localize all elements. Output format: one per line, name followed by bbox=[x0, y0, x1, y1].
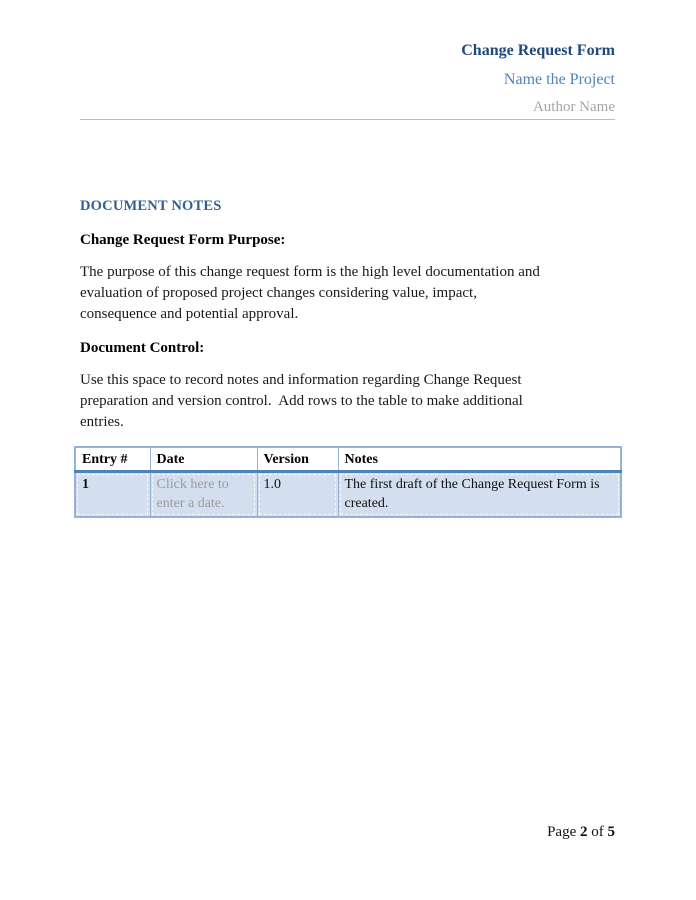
purpose-line: evaluation of proposed project changes considering value, impact, bbox=[80, 285, 477, 301]
document-control-paragraph bbox=[80, 370, 615, 433]
purpose-paragraph bbox=[80, 262, 615, 325]
col-header-entry: Entry # bbox=[75, 447, 150, 472]
purpose-line: consequence and potential approval. bbox=[80, 306, 299, 322]
purpose-heading: Change Request Form Purpose: bbox=[80, 232, 286, 248]
header-divider bbox=[80, 119, 615, 120]
cell-notes: The first draft of the Change Request Form is created. bbox=[338, 472, 621, 518]
table-row bbox=[75, 472, 621, 518]
document-header bbox=[80, 0, 615, 120]
cell-version: 1.0 bbox=[257, 472, 338, 518]
table-header-row bbox=[75, 447, 621, 472]
document-control-heading: Document Control: bbox=[80, 340, 205, 356]
page-footer bbox=[547, 822, 615, 842]
author-name: Author Name bbox=[532, 99, 615, 115]
col-header-version: Version bbox=[257, 447, 338, 472]
page-number: 2 bbox=[580, 824, 588, 840]
purpose-line: The purpose of this change request form is the high level documentation and bbox=[80, 264, 540, 280]
page-label: Page bbox=[547, 824, 577, 840]
page-total: 5 bbox=[607, 824, 615, 840]
document-control-table bbox=[74, 446, 622, 518]
control-line: Use this space to record notes and information regarding Change Request bbox=[80, 372, 522, 388]
document-body bbox=[80, 196, 615, 518]
project-name: Name the Project bbox=[503, 71, 615, 88]
cell-date bbox=[150, 472, 257, 518]
document-title: Change Request Form bbox=[461, 42, 615, 59]
section-heading-document-notes: DOCUMENT NOTES bbox=[80, 198, 222, 214]
control-line: entries. bbox=[80, 414, 124, 430]
col-header-date: Date bbox=[150, 447, 257, 472]
cell-entry-number: 1 bbox=[75, 472, 150, 518]
control-line: preparation and version control. Add rows to the table to make additional bbox=[80, 393, 523, 409]
date-picker-placeholder[interactable]: Click here to enter a date. bbox=[156, 477, 229, 511]
of-label: of bbox=[591, 824, 604, 840]
col-header-notes: Notes bbox=[338, 447, 621, 472]
